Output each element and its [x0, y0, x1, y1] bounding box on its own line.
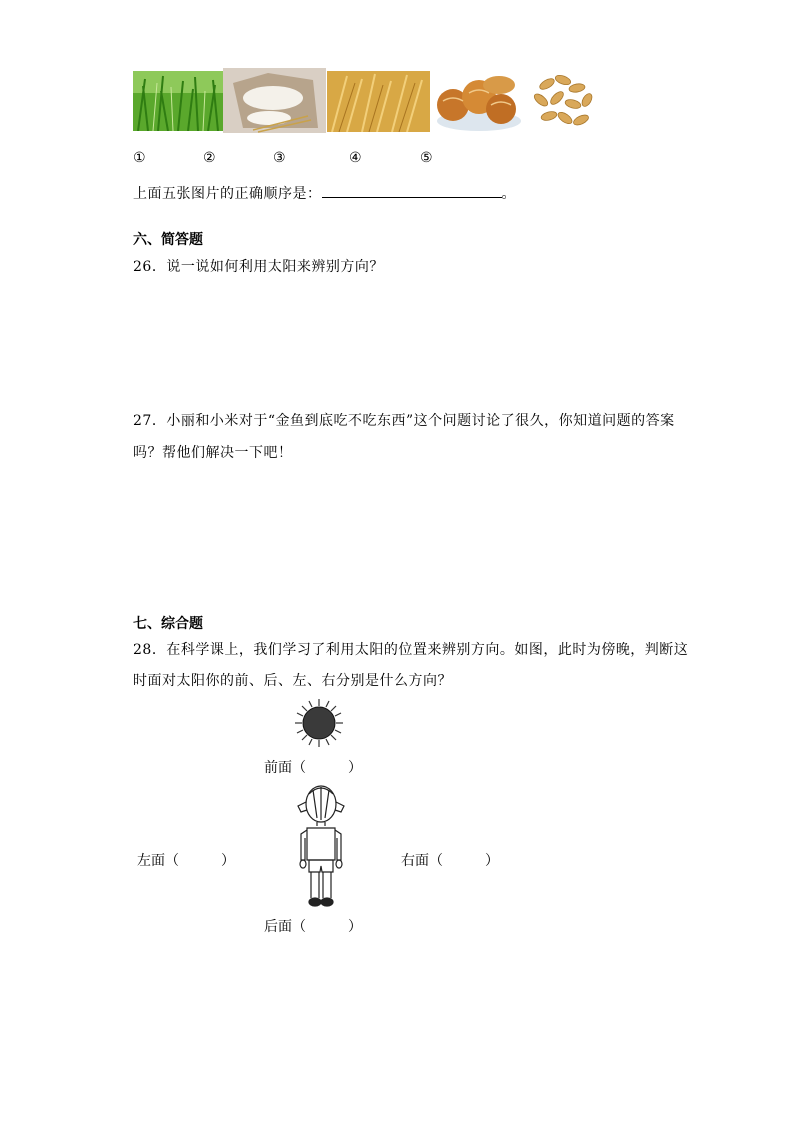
question-28-line-1: 28．在科学课上，我们学习了利用太阳的位置来辨别方向。如图，此时为傍晚，判断这	[133, 642, 689, 658]
question-28-line-2: 时面对太阳你的前、后、左、右分别是什么方向？	[133, 673, 452, 689]
question-26: 26．说一说如何利用太阳来辨别方向？	[133, 259, 384, 275]
image-label-5: ⑤	[420, 150, 433, 166]
grass-photo	[133, 71, 223, 131]
section-7-title: 七、综合题	[133, 616, 203, 632]
wheat-field-photo	[327, 71, 430, 132]
order-question-text: 上面五张图片的正确顺序是：	[133, 186, 322, 202]
right-label: 右面（ ）	[401, 853, 499, 869]
order-question-suffix: 。	[501, 186, 516, 202]
image-label-3: ③	[273, 150, 286, 166]
wheat-grains-photo	[527, 70, 597, 132]
order-question	[133, 183, 516, 203]
front-label: 前面（ ）	[264, 760, 362, 776]
image-label-4: ④	[349, 150, 362, 166]
answer-blank[interactable]	[322, 183, 502, 198]
question-27-line-1: 27．小丽和小米对于“金鱼到底吃不吃东西”这个问题讨论了很久，你知道问题的答案	[133, 413, 675, 429]
section-6-title: 六、简答题	[133, 232, 203, 248]
image-label-1: ①	[133, 150, 146, 166]
child-figure-illustration	[293, 780, 349, 910]
back-label: 后面（ ）	[264, 919, 362, 935]
sun-icon	[294, 698, 344, 748]
left-label: 左面（ ）	[137, 853, 235, 869]
image-label-2: ②	[203, 150, 216, 166]
bread-rolls-photo	[431, 71, 521, 132]
flour-sack-photo	[223, 68, 326, 133]
question-27-line-2: 吗？帮他们解决一下吧！	[133, 445, 293, 461]
